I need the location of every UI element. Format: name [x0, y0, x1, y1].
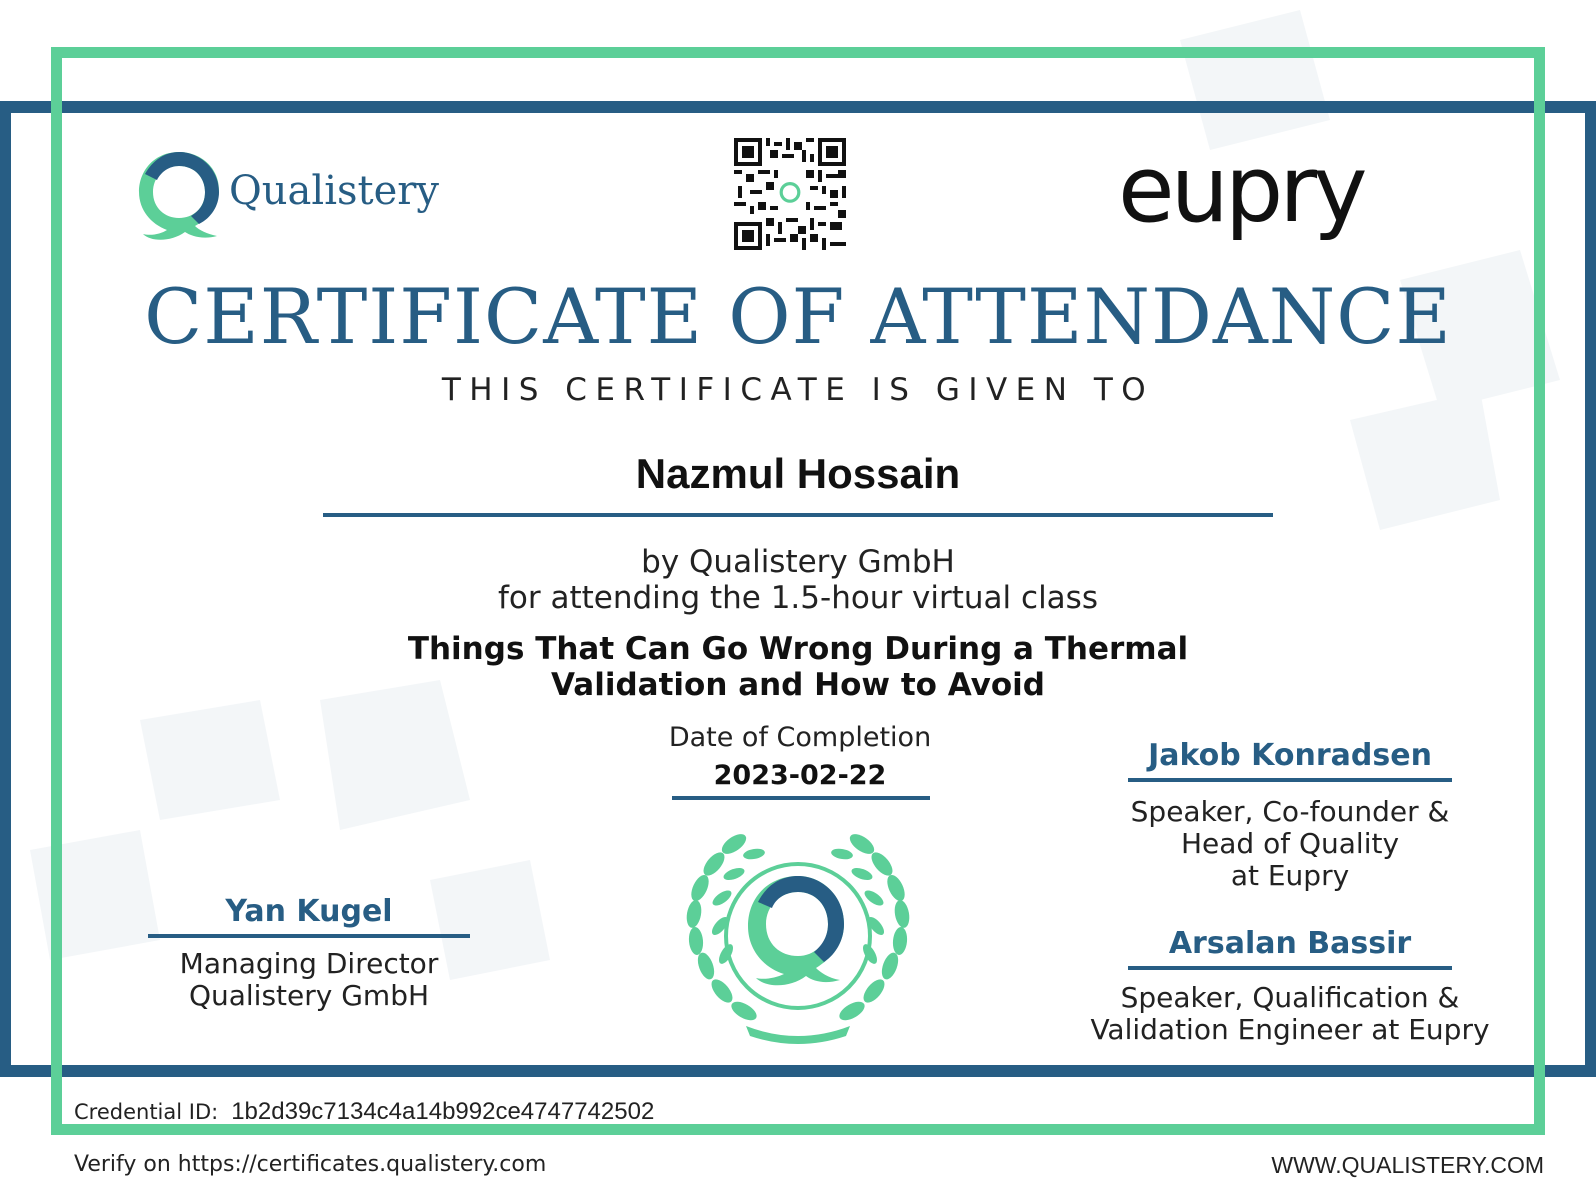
verify-link[interactable]: Verify on https://certificates.qualistery.com — [74, 1152, 547, 1177]
course-title-line2: Validation and How to Avoid — [551, 667, 1045, 703]
qualistery-q-icon — [133, 146, 225, 242]
signatory-right-bottom-role-1: Speaker, Qualification & — [1120, 981, 1460, 1014]
qualistery-logo — [133, 146, 443, 242]
credential-id — [74, 1098, 654, 1126]
for-line: for attending the 1.5-hour virtual class — [498, 580, 1098, 616]
signatory-right-top-role-3: at Eupry — [1230, 859, 1350, 892]
signatory-left-role-1: Managing Director — [179, 947, 439, 980]
by-line: by Qualistery GmbH — [641, 544, 955, 580]
website-link[interactable]: WWW.QUALISTERY.COM — [1271, 1152, 1544, 1178]
signatory-left-role-2: Qualistery GmbH — [188, 979, 430, 1012]
signatory-left-underline — [148, 934, 470, 938]
signatory-right-top-name: Jakob Konradsen — [1148, 738, 1432, 773]
certificate-subtitle: THIS CERTIFICATE IS GIVEN TO — [441, 372, 1155, 408]
date-label: Date of Completion — [668, 722, 932, 753]
credential-value: 1b2d39c7134c4a14b992ce4747742502 — [231, 1098, 655, 1125]
signatory-right-top-underline — [1128, 778, 1452, 782]
laurel-seal-icon — [676, 826, 920, 1046]
signatory-right-bottom-role-2: Validation Engineer at Eupry — [1090, 1013, 1490, 1046]
signatory-right-bottom-underline — [1128, 966, 1452, 970]
date-value: 2023-02-22 — [713, 760, 887, 791]
eupry-logo: eupry — [1118, 136, 1364, 243]
signatory-left-name: Yan Kugel — [225, 894, 393, 929]
date-underline — [672, 796, 930, 800]
signatory-right-top-role-1: Speaker, Co-founder & — [1130, 795, 1450, 828]
signatory-right-top-role-2: Head of Quality — [1180, 827, 1400, 860]
qr-code-icon — [734, 138, 846, 250]
recipient-name: Nazmul Hossain — [635, 450, 961, 497]
signatory-right-bottom-name: Arsalan Bassir — [1168, 926, 1412, 961]
certificate-title: CERTIFICATE OF ATTENDANCE — [144, 272, 1452, 361]
credential-label: Credential ID: — [74, 1100, 219, 1124]
qualistery-wordmark: Qualistery — [229, 168, 439, 214]
course-title-line1: Things That Can Go Wrong During a Thermal — [407, 631, 1189, 667]
recipient-underline — [323, 513, 1273, 517]
